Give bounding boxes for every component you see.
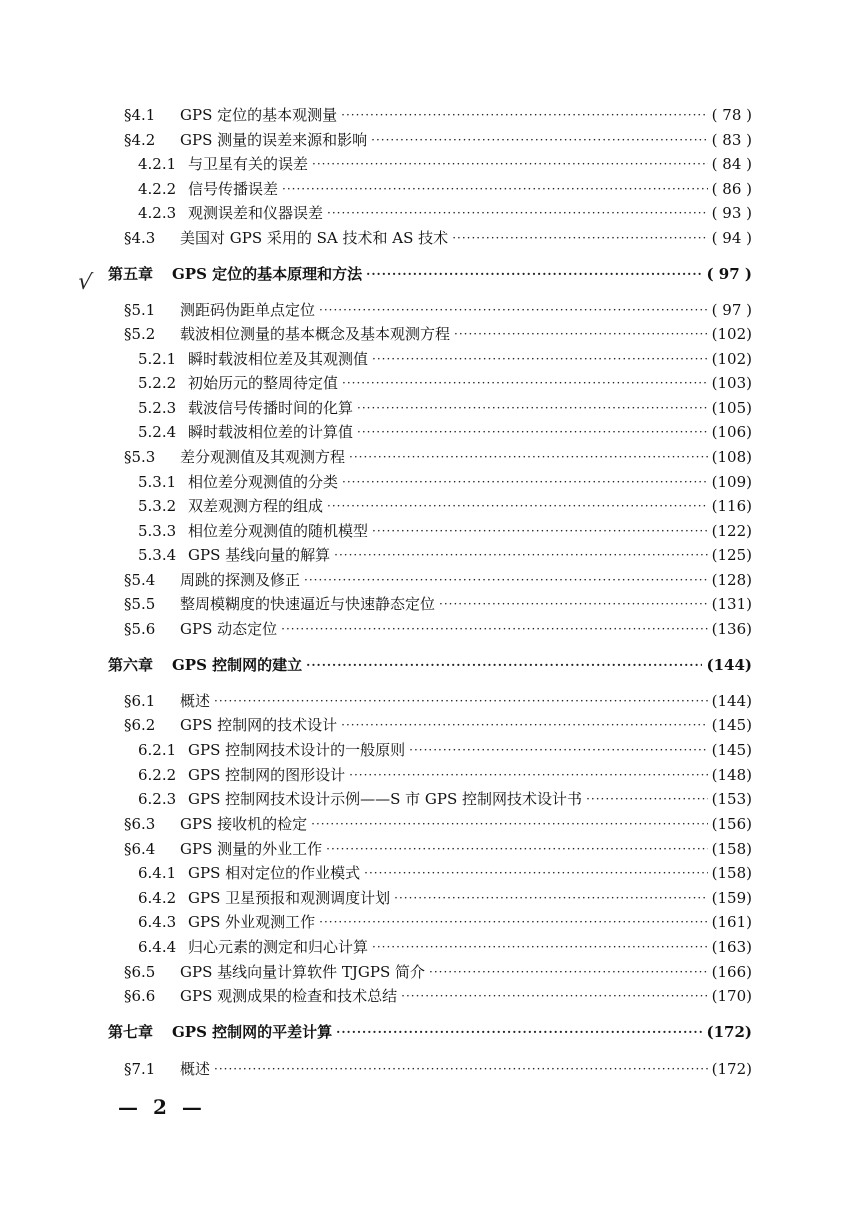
dot-leader: [394, 886, 708, 910]
toc-entry-number: 5.3.2: [138, 497, 177, 515]
toc-entry-page: ( 97 ): [711, 301, 752, 319]
toc-entry-title: 相位差分观测值的分类: [188, 473, 339, 491]
toc-subsection-row[interactable]: [138, 787, 752, 811]
toc-entry-page: (158): [711, 840, 752, 858]
toc-subsection-row[interactable]: [138, 347, 752, 371]
toc-subsection-row[interactable]: [138, 763, 752, 787]
toc-entry-page: (172): [711, 1060, 752, 1078]
toc-subsection-row[interactable]: [138, 935, 752, 959]
toc-section-row[interactable]: [124, 689, 752, 713]
toc-section-row[interactable]: [124, 812, 752, 836]
toc-entry-page: (136): [711, 620, 752, 638]
toc-section-row[interactable]: [124, 103, 752, 127]
toc-entry-number: 5.3.3: [138, 522, 177, 540]
toc-subsection-row[interactable]: [138, 861, 752, 885]
dot-leader: [357, 396, 708, 420]
toc-entry-title: GPS 定位的基本观测量: [180, 106, 338, 124]
dot-leader: [282, 177, 708, 201]
handwritten-check-mark: √: [76, 269, 94, 296]
toc-entry-number: 6.2.1: [138, 741, 177, 759]
toc-entry-title: GPS 相对定位的作业模式: [188, 864, 361, 882]
dot-leader: [281, 617, 708, 641]
toc-entry-number: 第七章: [108, 1023, 154, 1041]
dot-leader: [372, 935, 708, 959]
toc-entry-page: (125): [711, 546, 752, 564]
dot-leader: [306, 653, 702, 677]
toc-entry-title: GPS 定位的基本原理和方法: [172, 265, 363, 283]
toc-entry-page: (153): [711, 790, 752, 808]
toc-section-row[interactable]: [124, 322, 752, 346]
toc-chapter-row[interactable]: [108, 262, 752, 286]
toc-entry-page: (106): [711, 423, 752, 441]
toc-entry-page: (145): [711, 716, 752, 734]
toc-entry-title: 双差观测方程的组成: [188, 497, 324, 515]
toc-entry-page: (163): [711, 938, 752, 956]
toc-subsection-row[interactable]: [138, 177, 752, 201]
toc-entry-page: (105): [711, 399, 752, 417]
toc-entry-title: 周跳的探测及修正: [180, 571, 301, 589]
dot-leader: [334, 543, 708, 567]
toc-subsection-row[interactable]: [138, 494, 752, 518]
toc-entry-title: GPS 观测成果的检查和技术总结: [180, 987, 398, 1005]
dot-leader: [342, 470, 708, 494]
toc-entry-page: ( 78 ): [711, 106, 752, 124]
toc-entry-number: §5.3: [124, 448, 156, 466]
toc-section-row[interactable]: [124, 128, 752, 152]
toc-entry-title: GPS 控制网的平差计算: [172, 1023, 333, 1041]
dot-leader: [364, 861, 708, 885]
toc-entry-title: 概述: [180, 1060, 211, 1078]
toc-entry-page: (145): [711, 741, 752, 759]
toc-subsection-row[interactable]: [138, 152, 752, 176]
toc-entry-title: 归心元素的测定和归心计算: [188, 938, 369, 956]
toc-entry-number: §5.5: [124, 595, 156, 613]
dot-leader: [372, 519, 708, 543]
toc-section-row[interactable]: [124, 568, 752, 592]
toc-entry-title: GPS 卫星预报和观测调度计划: [188, 889, 391, 907]
toc-entry-page: (172): [706, 1023, 752, 1041]
toc-entry-number: §7.1: [124, 1060, 156, 1078]
toc-entry-number: §6.3: [124, 815, 156, 833]
toc-subsection-row[interactable]: [138, 543, 752, 567]
dot-leader: [319, 910, 708, 934]
toc-entry-page: (161): [711, 913, 752, 931]
dot-leader: [454, 322, 708, 346]
toc-entry-title: 差分观测值及其观测方程: [180, 448, 346, 466]
toc-entry-title: GPS 接收机的检定: [180, 815, 308, 833]
toc-subsection-row[interactable]: [138, 470, 752, 494]
dot-leader: [304, 568, 708, 592]
toc-entry-number: 6.4.4: [138, 938, 177, 956]
toc-entry-number: §6.1: [124, 692, 156, 710]
toc-entry-number: 5.2.1: [138, 350, 177, 368]
toc-section-row[interactable]: [124, 445, 752, 469]
toc-entry-page: ( 94 ): [711, 229, 752, 247]
toc-entry-title: 瞬时载波相位差的计算值: [188, 423, 354, 441]
dot-leader: [439, 592, 708, 616]
toc-subsection-row[interactable]: [138, 420, 752, 444]
toc-entry-number: 4.2.1: [138, 155, 177, 173]
dot-leader: [341, 103, 708, 127]
toc-entry-title: 初始历元的整周待定值: [188, 374, 339, 392]
toc-entry-page: (159): [711, 889, 752, 907]
dot-leader: [429, 960, 708, 984]
toc-entry-page: (102): [711, 350, 752, 368]
toc-section-row[interactable]: [124, 960, 752, 984]
toc-section-row[interactable]: [124, 226, 752, 250]
toc-entry-title: 与卫星有关的误差: [188, 155, 309, 173]
dot-leader: [327, 201, 708, 225]
toc-entry-number: 第五章: [108, 265, 154, 283]
dot-leader: [342, 371, 708, 395]
toc-entry-title: 瞬时载波相位差及其观测值: [188, 350, 369, 368]
dot-leader: [349, 445, 708, 469]
toc-entry-number: §6.5: [124, 963, 156, 981]
dot-leader: [312, 152, 708, 176]
toc-entry-page: (109): [711, 473, 752, 491]
toc-entry-title: 概述: [180, 692, 211, 710]
dot-leader: [311, 812, 708, 836]
toc-entry-number: 5.2.4: [138, 423, 177, 441]
toc-entry-page: (166): [711, 963, 752, 981]
dot-leader: [401, 984, 708, 1008]
toc-entry-page: (170): [711, 987, 752, 1005]
toc-entry-page: ( 86 ): [711, 180, 752, 198]
dot-leader: [214, 689, 708, 713]
dot-leader: [327, 494, 708, 518]
toc-entry-number: §5.6: [124, 620, 156, 638]
toc-entry-number: §4.3: [124, 229, 156, 247]
toc-entry-number: §6.6: [124, 987, 156, 1005]
toc-entry-page: ( 83 ): [711, 131, 752, 149]
toc-entry-number: 6.4.2: [138, 889, 177, 907]
toc-subsection-row[interactable]: [138, 738, 752, 762]
dot-leader: [349, 763, 708, 787]
page-number-footer: — 2 —: [118, 1095, 206, 1119]
toc-entry-page: (144): [706, 656, 752, 674]
toc-entry-page: (116): [711, 497, 752, 515]
toc-entry-number: §4.1: [124, 106, 156, 124]
toc-section-row[interactable]: [124, 1057, 752, 1081]
toc-entry-number: §6.2: [124, 716, 156, 734]
toc-entry-number: §6.4: [124, 840, 156, 858]
toc-entry-title: 测距码伪距单点定位: [180, 301, 316, 319]
toc-entry-page: (131): [711, 595, 752, 613]
toc-entry-number: 5.3.1: [138, 473, 177, 491]
toc-entry-title: GPS 基线向量计算软件 TJGPS 简介: [180, 963, 426, 981]
toc-chapter-row[interactable]: [108, 653, 752, 677]
toc-entry-number: §5.2: [124, 325, 156, 343]
toc-section-row[interactable]: [124, 713, 752, 737]
toc-entry-title: 美国对 GPS 采用的 SA 技术和 AS 技术: [180, 229, 449, 247]
toc-entry-number: 6.2.2: [138, 766, 177, 784]
toc-entry-number: 第六章: [108, 656, 154, 674]
toc-entry-title: GPS 动态定位: [180, 620, 278, 638]
toc-entry-page: ( 97 ): [706, 265, 752, 283]
toc-entry-page: (128): [711, 571, 752, 589]
toc-entry-number: 6.4.1: [138, 864, 177, 882]
toc-entry-number: 6.4.3: [138, 913, 177, 931]
toc-entry-title: 相位差分观测值的随机模型: [188, 522, 369, 540]
toc-section-row[interactable]: [124, 984, 752, 1008]
toc-section-row[interactable]: [124, 592, 752, 616]
dot-leader: [319, 298, 708, 322]
dot-leader: [371, 128, 708, 152]
toc-section-row[interactable]: [124, 617, 752, 641]
toc-entry-title: 信号传播误差: [188, 180, 279, 198]
dot-leader: [326, 837, 708, 861]
toc-entry-title: GPS 控制网的图形设计: [188, 766, 346, 784]
toc-entry-title: GPS 测量的误差来源和影响: [180, 131, 368, 149]
dot-leader: [452, 226, 707, 250]
dot-leader: [586, 787, 708, 811]
dot-leader: [409, 738, 708, 762]
toc-entry-title: GPS 控制网技术设计示例——S 市 GPS 控制网技术设计书: [188, 790, 583, 808]
toc-entry-title: GPS 外业观测工作: [188, 913, 316, 931]
toc-entry-number: 5.2.2: [138, 374, 177, 392]
toc-entry-page: (103): [711, 374, 752, 392]
toc-entry-page: (144): [711, 692, 752, 710]
dot-leader: [372, 347, 708, 371]
dot-leader: [214, 1057, 708, 1081]
toc-entry-page: ( 93 ): [711, 204, 752, 222]
toc-subsection-row[interactable]: [138, 371, 752, 395]
dot-leader: [366, 262, 702, 286]
toc-section-row[interactable]: [124, 298, 752, 322]
toc-entry-title: GPS 控制网的技术设计: [180, 716, 338, 734]
toc-subsection-row[interactable]: [138, 910, 752, 934]
toc-entry-page: ( 84 ): [711, 155, 752, 173]
toc-entry-page: (158): [711, 864, 752, 882]
toc-entry-title: 观测误差和仪器误差: [188, 204, 324, 222]
toc-entry-title: GPS 控制网技术设计的一般原则: [188, 741, 406, 759]
toc-subsection-row[interactable]: [138, 886, 752, 910]
toc-subsection-row[interactable]: [138, 201, 752, 225]
toc-entry-title: 载波相位测量的基本概念及基本观测方程: [180, 325, 451, 343]
dot-leader: [341, 713, 708, 737]
toc-entry-number: §4.2: [124, 131, 156, 149]
toc-subsection-row[interactable]: [138, 396, 752, 420]
toc-entry-number: §5.4: [124, 571, 156, 589]
toc-entry-number: 6.2.3: [138, 790, 177, 808]
toc-chapter-row[interactable]: [108, 1020, 752, 1044]
toc-entry-number: 4.2.3: [138, 204, 177, 222]
toc-entry-number: 4.2.2: [138, 180, 177, 198]
toc-entry-number: 5.3.4: [138, 546, 177, 564]
toc-entry-page: (102): [711, 325, 752, 343]
toc-subsection-row[interactable]: [138, 519, 752, 543]
toc-entry-number: §5.1: [124, 301, 156, 319]
toc-entry-page: (156): [711, 815, 752, 833]
toc-entry-title: 载波信号传播时间的化算: [188, 399, 354, 417]
toc-entry-page: (122): [711, 522, 752, 540]
toc-entry-title: GPS 控制网的建立: [172, 656, 303, 674]
toc-section-row[interactable]: [124, 837, 752, 861]
toc-entry-page: (108): [711, 448, 752, 466]
toc-entry-title: GPS 基线向量的解算: [188, 546, 331, 564]
toc-entry-title: 整周模糊度的快速逼近与快速静态定位: [180, 595, 436, 613]
toc-entry-page: (148): [711, 766, 752, 784]
toc-entry-title: GPS 测量的外业工作: [180, 840, 323, 858]
dot-leader: [336, 1020, 702, 1044]
toc-entry-number: 5.2.3: [138, 399, 177, 417]
dot-leader: [357, 420, 708, 444]
